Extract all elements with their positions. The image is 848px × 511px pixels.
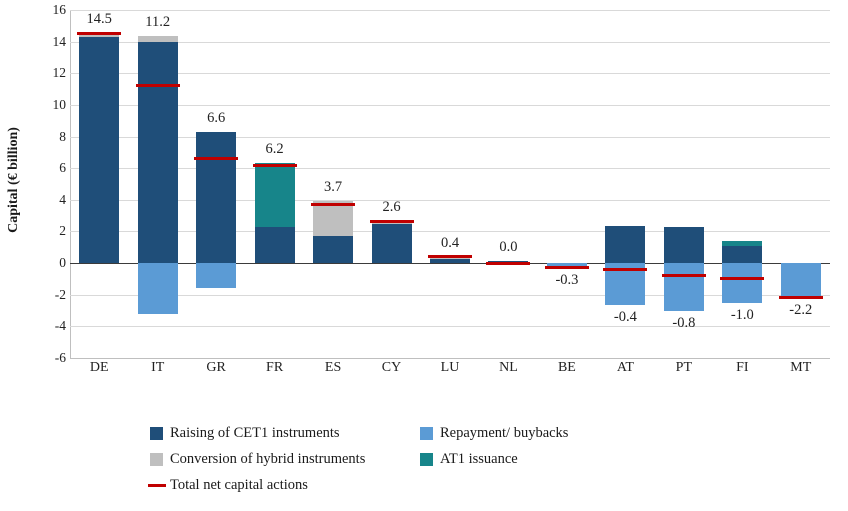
bar-segment (255, 227, 295, 263)
bar-column[interactable] (255, 10, 295, 358)
bar-column[interactable] (664, 10, 704, 358)
x-axis-tick-label: DE (89, 360, 109, 375)
bar-segment (664, 227, 704, 263)
plot-area (52, 2, 830, 365)
bar-segment (313, 236, 353, 263)
net-capital-marker (603, 268, 647, 271)
bar-segment (722, 246, 762, 263)
legend-swatch-icon-repay (420, 427, 433, 440)
bar-data-label: 0.0 (499, 239, 518, 256)
y-axis-tick-label: 8 (59, 128, 66, 144)
bar-segment (605, 226, 645, 263)
x-axis-tick-label: CY (381, 360, 402, 375)
y-axis-tick-label: 0 (59, 255, 66, 271)
x-axis-tick-labels (70, 360, 830, 384)
bar-data-label: -0.3 (555, 271, 579, 288)
x-axis-line (70, 358, 830, 359)
x-axis-tick-label: PT (675, 360, 693, 375)
legend-item-raising-of-cet1-instruments[interactable] (150, 426, 420, 441)
bar-column[interactable] (430, 10, 470, 358)
bar-data-label: -2.2 (789, 301, 813, 318)
legend-swatch-icon-cet1 (150, 427, 163, 440)
legend-label-repay: Repayment/ buybacks (440, 424, 569, 441)
legend-swatch-icon-total-line (148, 484, 166, 487)
bar-column[interactable] (196, 10, 236, 358)
legend-label-conversion: Conversion of hybrid instruments (170, 450, 366, 467)
y-axis-tick-label: -2 (54, 286, 66, 302)
bar-data-label: 11.2 (145, 14, 171, 31)
bar-data-label: 2.6 (382, 199, 401, 216)
net-capital-marker (662, 274, 706, 277)
bar-segment (722, 241, 762, 247)
legend-item-at1-issuance[interactable] (420, 452, 518, 467)
x-axis-tick-label: NL (499, 360, 518, 375)
y-axis-tick-label: -4 (54, 318, 66, 334)
y-axis-title (2, 0, 26, 360)
legend-swatch-icon-conversion (150, 453, 163, 466)
x-axis-tick-label: IT (151, 360, 165, 375)
y-axis-tick-label: 12 (52, 65, 66, 81)
legend-swatch-icon-at1 (420, 453, 433, 466)
net-capital-marker (77, 32, 121, 35)
x-axis-tick-label: BE (557, 360, 576, 375)
bar-segment (138, 42, 178, 263)
bar-column[interactable] (605, 10, 645, 358)
y-axis-line (70, 10, 71, 358)
x-axis-tick-label: MT (790, 360, 812, 375)
bar-data-label: -0.8 (672, 314, 696, 331)
bar-data-label: 3.7 (324, 179, 343, 196)
x-axis-tick-label: FR (266, 360, 284, 375)
bar-segment (196, 132, 236, 263)
net-capital-marker (486, 262, 530, 265)
bar-column[interactable] (488, 10, 528, 358)
bar-column[interactable] (138, 10, 178, 358)
bar-data-label: -0.4 (613, 309, 637, 325)
legend-label-at1: AT1 issuance (440, 450, 518, 467)
bar-segment (79, 37, 119, 263)
net-capital-marker (136, 84, 180, 87)
legend-label-cet1: Raising of CET1 instruments (170, 424, 340, 441)
x-axis-tick-label: FI (736, 360, 749, 375)
bar-data-label: 14.5 (86, 10, 112, 27)
bar-column[interactable] (372, 10, 412, 358)
bar-segment (722, 263, 762, 303)
bar-segment (196, 263, 236, 288)
net-capital-marker (779, 296, 823, 299)
y-axis-tick-label: 16 (52, 2, 66, 17)
y-axis-tick-label: -6 (54, 350, 66, 365)
y-axis-tick-label: 6 (59, 160, 66, 176)
bar-segment (138, 36, 178, 42)
legend-row-3 (150, 472, 710, 498)
bar-segment (430, 259, 470, 263)
bar-segment (664, 263, 704, 310)
x-axis-tick-label: LU (440, 360, 460, 375)
bar-data-label: 6.6 (207, 109, 226, 126)
bar-data-label: -1.0 (730, 307, 754, 324)
y-axis-tick-label: 4 (59, 191, 66, 207)
y-axis-tick-label: 2 (59, 223, 66, 239)
legend-item-total-net-capital-actions[interactable] (150, 478, 420, 493)
bar-column[interactable] (547, 10, 587, 358)
x-axis-tick-label: ES (324, 360, 342, 375)
bar-segment (372, 224, 412, 263)
legend-item-repayment-buybacks[interactable] (420, 426, 568, 441)
bar-segment (255, 163, 295, 226)
y-axis-tick-label: 14 (52, 33, 66, 49)
chart-legend (150, 420, 710, 498)
bar-data-label: 0.4 (440, 234, 460, 251)
net-capital-marker (194, 157, 238, 160)
x-axis-tick-label: GR (206, 360, 226, 375)
y-axis-tick-label: 10 (52, 96, 66, 112)
net-capital-marker (311, 203, 355, 206)
bar-column[interactable] (79, 10, 119, 358)
bar-segment (313, 201, 353, 236)
x-axis-tick-label: AT (616, 360, 634, 375)
net-capital-marker (545, 266, 589, 269)
y-axis-title-text: Capital (€ billion) (6, 127, 22, 233)
legend-row-1 (150, 420, 710, 446)
net-capital-marker (370, 220, 414, 223)
legend-row-2 (150, 446, 710, 472)
net-capital-marker (428, 255, 472, 258)
bar-segment (781, 263, 821, 298)
bar-segment (138, 263, 178, 314)
bar-data-label: 6.2 (265, 141, 284, 158)
net-capital-marker (253, 164, 297, 167)
legend-item-conversion-of-hybrid-instruments[interactable] (150, 452, 420, 467)
legend-label-total: Total net capital actions (170, 476, 308, 493)
bar-column[interactable] (722, 10, 762, 358)
net-capital-marker (720, 277, 764, 280)
